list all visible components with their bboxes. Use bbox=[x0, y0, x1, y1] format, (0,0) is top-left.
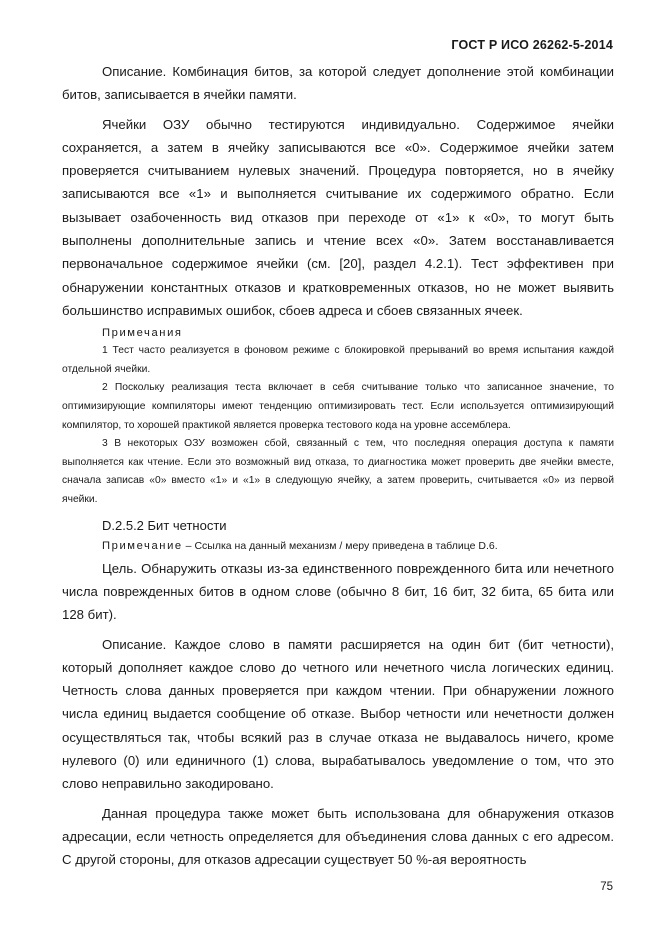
section-note bbox=[62, 537, 614, 555]
notes-heading: Примечания bbox=[102, 327, 183, 340]
section-note-text: – Ссылка на данный механизм / меру приведена в таблице D.6. bbox=[182, 539, 498, 552]
page-number: 75 bbox=[600, 881, 613, 893]
paragraph-ram-test: Ячейки ОЗУ обычно тестируются индивидуально. Содержимое ячейки сохраняется, а затем в ячейку записываются все «0». Содержимое ячейки затем проверяется считыванием нулевых значений. Процедура повторяется, но в ячейку записываются все «1» и выполняется считывание их содержимого обратно. Если вызывает озабоченность вид отказов при переходе от «1» к «0», то могут быть выполнены дополнительные запись и чтение всех «0». Затем восстанавливается первоначальное содержимое ячейки (см. [20], раздел 4.2.1). Тест эффективен при обнаружении константных отказов и кратковременных отказов, но не может выявить большинство исправимых ошибок, сбоев адреса и сбоев связанных ячеек. bbox=[62, 116, 614, 318]
note-item-3: 3 В некоторых ОЗУ возможен сбой, связанный с тем, что последняя операция доступа к памяти выполняется как чтение. Если это возможный вид отказа, то диагностика может проверить две ячейки вместе, сначала записав «0» вместо «1» и «1» в следующую ячейку, а затем проверить, считывается «0» из первой ячейки. bbox=[62, 438, 614, 506]
paragraph-goal: Цель. Обнаружить отказы из-за единственного поврежденного бита или нечетного числа поврежденных битов в одном слове (обычно 8 бит, 16 бит, 32 бита, 65 бита или 128 бит). bbox=[62, 560, 614, 623]
standard-header: ГОСТ Р ИСО 26262-5-2014 bbox=[451, 38, 613, 52]
page-content bbox=[62, 60, 614, 871]
note-item-1: 1 Тест часто реализуется в фоновом режиме с блокировкой прерываний во время испытания каждой отдельной ячейки. bbox=[62, 345, 614, 375]
section-note-label: Примечание bbox=[102, 539, 183, 552]
section-heading: D.2.5.2 Бит четности bbox=[102, 517, 227, 533]
paragraph-addressing: Данная процедура также может быть использована для обнаружения отказов адресации, если четность определяется для объединения слова данных с его адресом. С другой стороны, для отказов адресации существует 50 %-ая вероятность bbox=[62, 805, 614, 868]
note-item-2: 2 Поскольку реализация теста включает в себя считывание только что записанное значение, то оптимизирующие компиляторы имеют тенденцию оптимизировать тест. Если используется оптимизирующий компилятор, то хорошей практикой является проверка тестового кода на уровне ассемблера. bbox=[62, 382, 614, 431]
paragraph-description-2: Описание. Каждое слово в памяти расширяется на один бит (бит четности), который дополняет каждое слово до четного или нечетного числа логических единиц. Четность слова данных проверяется при каждом чтении. При обнаружении ложного числа единиц выдается сообщение об отказе. Выбор четности или нечетности должен осуществляться так, чтобы всякий раз в случае отказа не выдавалось ничего, кроме нулевого (0) или единичного (1) слова, вырабатывалось уведомление о том, что это слово неправильно закодировано. bbox=[62, 636, 614, 792]
paragraph-description-1: Описание. Комбинация битов, за которой следует дополнение этой комбинации битов, записывается в ячейки памяти. bbox=[62, 64, 614, 103]
